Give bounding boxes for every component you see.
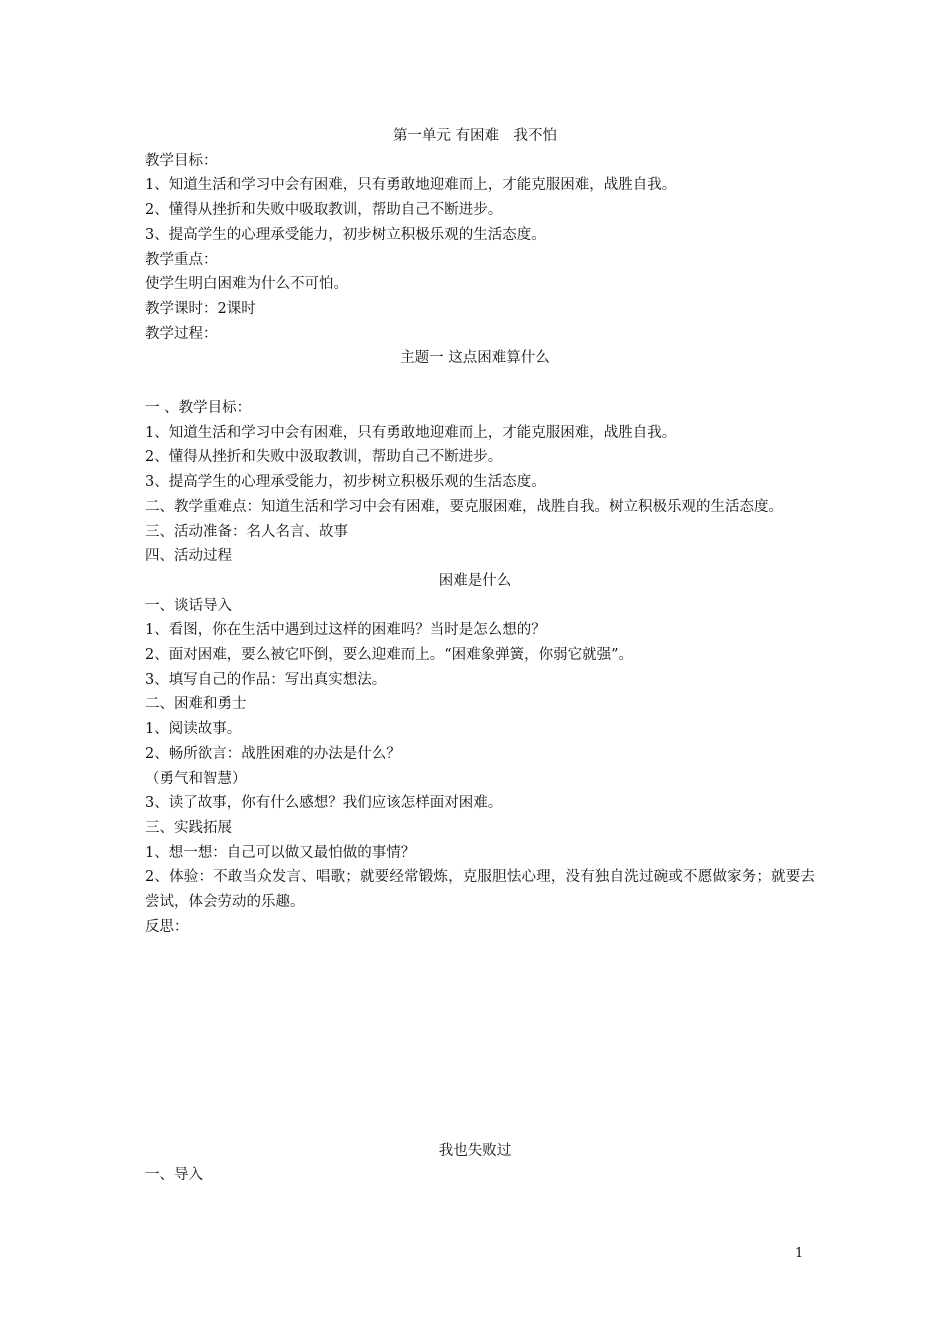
spacer: [145, 371, 815, 396]
page-number: 1: [795, 1246, 804, 1261]
unit-title: 第一单元 有困难 我不怕: [392, 128, 558, 144]
goals-heading: 教学目标：: [145, 152, 218, 169]
section-item: 2、体验：不敢当众发言、唱歌；就要经常锻炼，克服胆怯心理，没有独自洗过碗或不愿做家务；就要去尝试，体会劳动的乐趣。: [145, 869, 815, 911]
lesson-title: 我也失败过: [438, 1142, 512, 1159]
section-item: 1、想一想：自己可以做又最怕做的事情？: [145, 844, 416, 861]
goal-item: 3、提高学生的心理承受能力，初步树立积极乐观的生活态度。: [145, 226, 546, 243]
theme-title: 主题一 这点困难算什么: [400, 350, 550, 367]
section-heading: 一、导入: [145, 1167, 203, 1184]
document-body: [145, 124, 815, 1188]
lesson-title: 困难是什么: [438, 572, 512, 589]
theme-goal-item: 2、懂得从挫折和失败中汲取教训，帮助自己不断进步。: [145, 449, 503, 466]
section-heading: 一、谈话导入: [145, 597, 232, 614]
theme-goals-heading: 一 、教学目标：: [145, 400, 252, 417]
section-item: 1、阅读故事。: [145, 721, 242, 738]
theme-key-points: 二、教学重难点：知道生活和学习中会有困难，要克服困难，战胜自我。树立积极乐观的生活态度。: [145, 498, 783, 515]
goal-item: 2、懂得从挫折和失败中吸取教训，帮助自己不断进步。: [145, 202, 503, 219]
key-text: 使学生明白困难为什么不可怕。: [145, 276, 348, 293]
theme-goal-item: 3、提高学生的心理承受能力，初步树立积极乐观的生活态度。: [145, 474, 546, 491]
key-heading: 教学重点：: [145, 251, 218, 268]
section-item: 1、看图，你在生活中遇到过这样的困难吗？当时是怎么想的？: [145, 622, 546, 639]
section-item: （勇气和智慧）: [145, 770, 247, 787]
theme-process: 四、活动过程: [145, 548, 232, 565]
goal-item: 1、知道生活和学习中会有困难，只有勇敢地迎难而上，才能克服困难，战胜自我。: [145, 177, 677, 194]
class-hours: 教学课时：2课时: [145, 300, 256, 317]
section-item: 3、填写自己的作品：写出真实想法。: [145, 671, 387, 688]
section-heading: 三、实践拓展: [145, 819, 232, 836]
theme-goal-item: 1、知道生活和学习中会有困难，只有勇敢地迎难而上，才能克服困难，战胜自我。: [145, 424, 677, 441]
section-item: 3、读了故事，你有什么感想？我们应该怎样面对困难。: [145, 795, 503, 812]
section-item: 2、畅所欲言：战胜困难的办法是什么？: [145, 745, 401, 762]
theme-preparation: 三、活动准备：名人名言、故事: [145, 523, 348, 540]
section-item: 2、面对困难，要么被它吓倒，要么迎难而上。“困难象弹簧，你弱它就强”。: [145, 647, 634, 664]
process-heading: 教学过程：: [145, 325, 218, 342]
spacer: [145, 940, 815, 1139]
section-heading: 二、困难和勇士: [145, 696, 247, 713]
reflection-label: 反思：: [145, 918, 189, 935]
